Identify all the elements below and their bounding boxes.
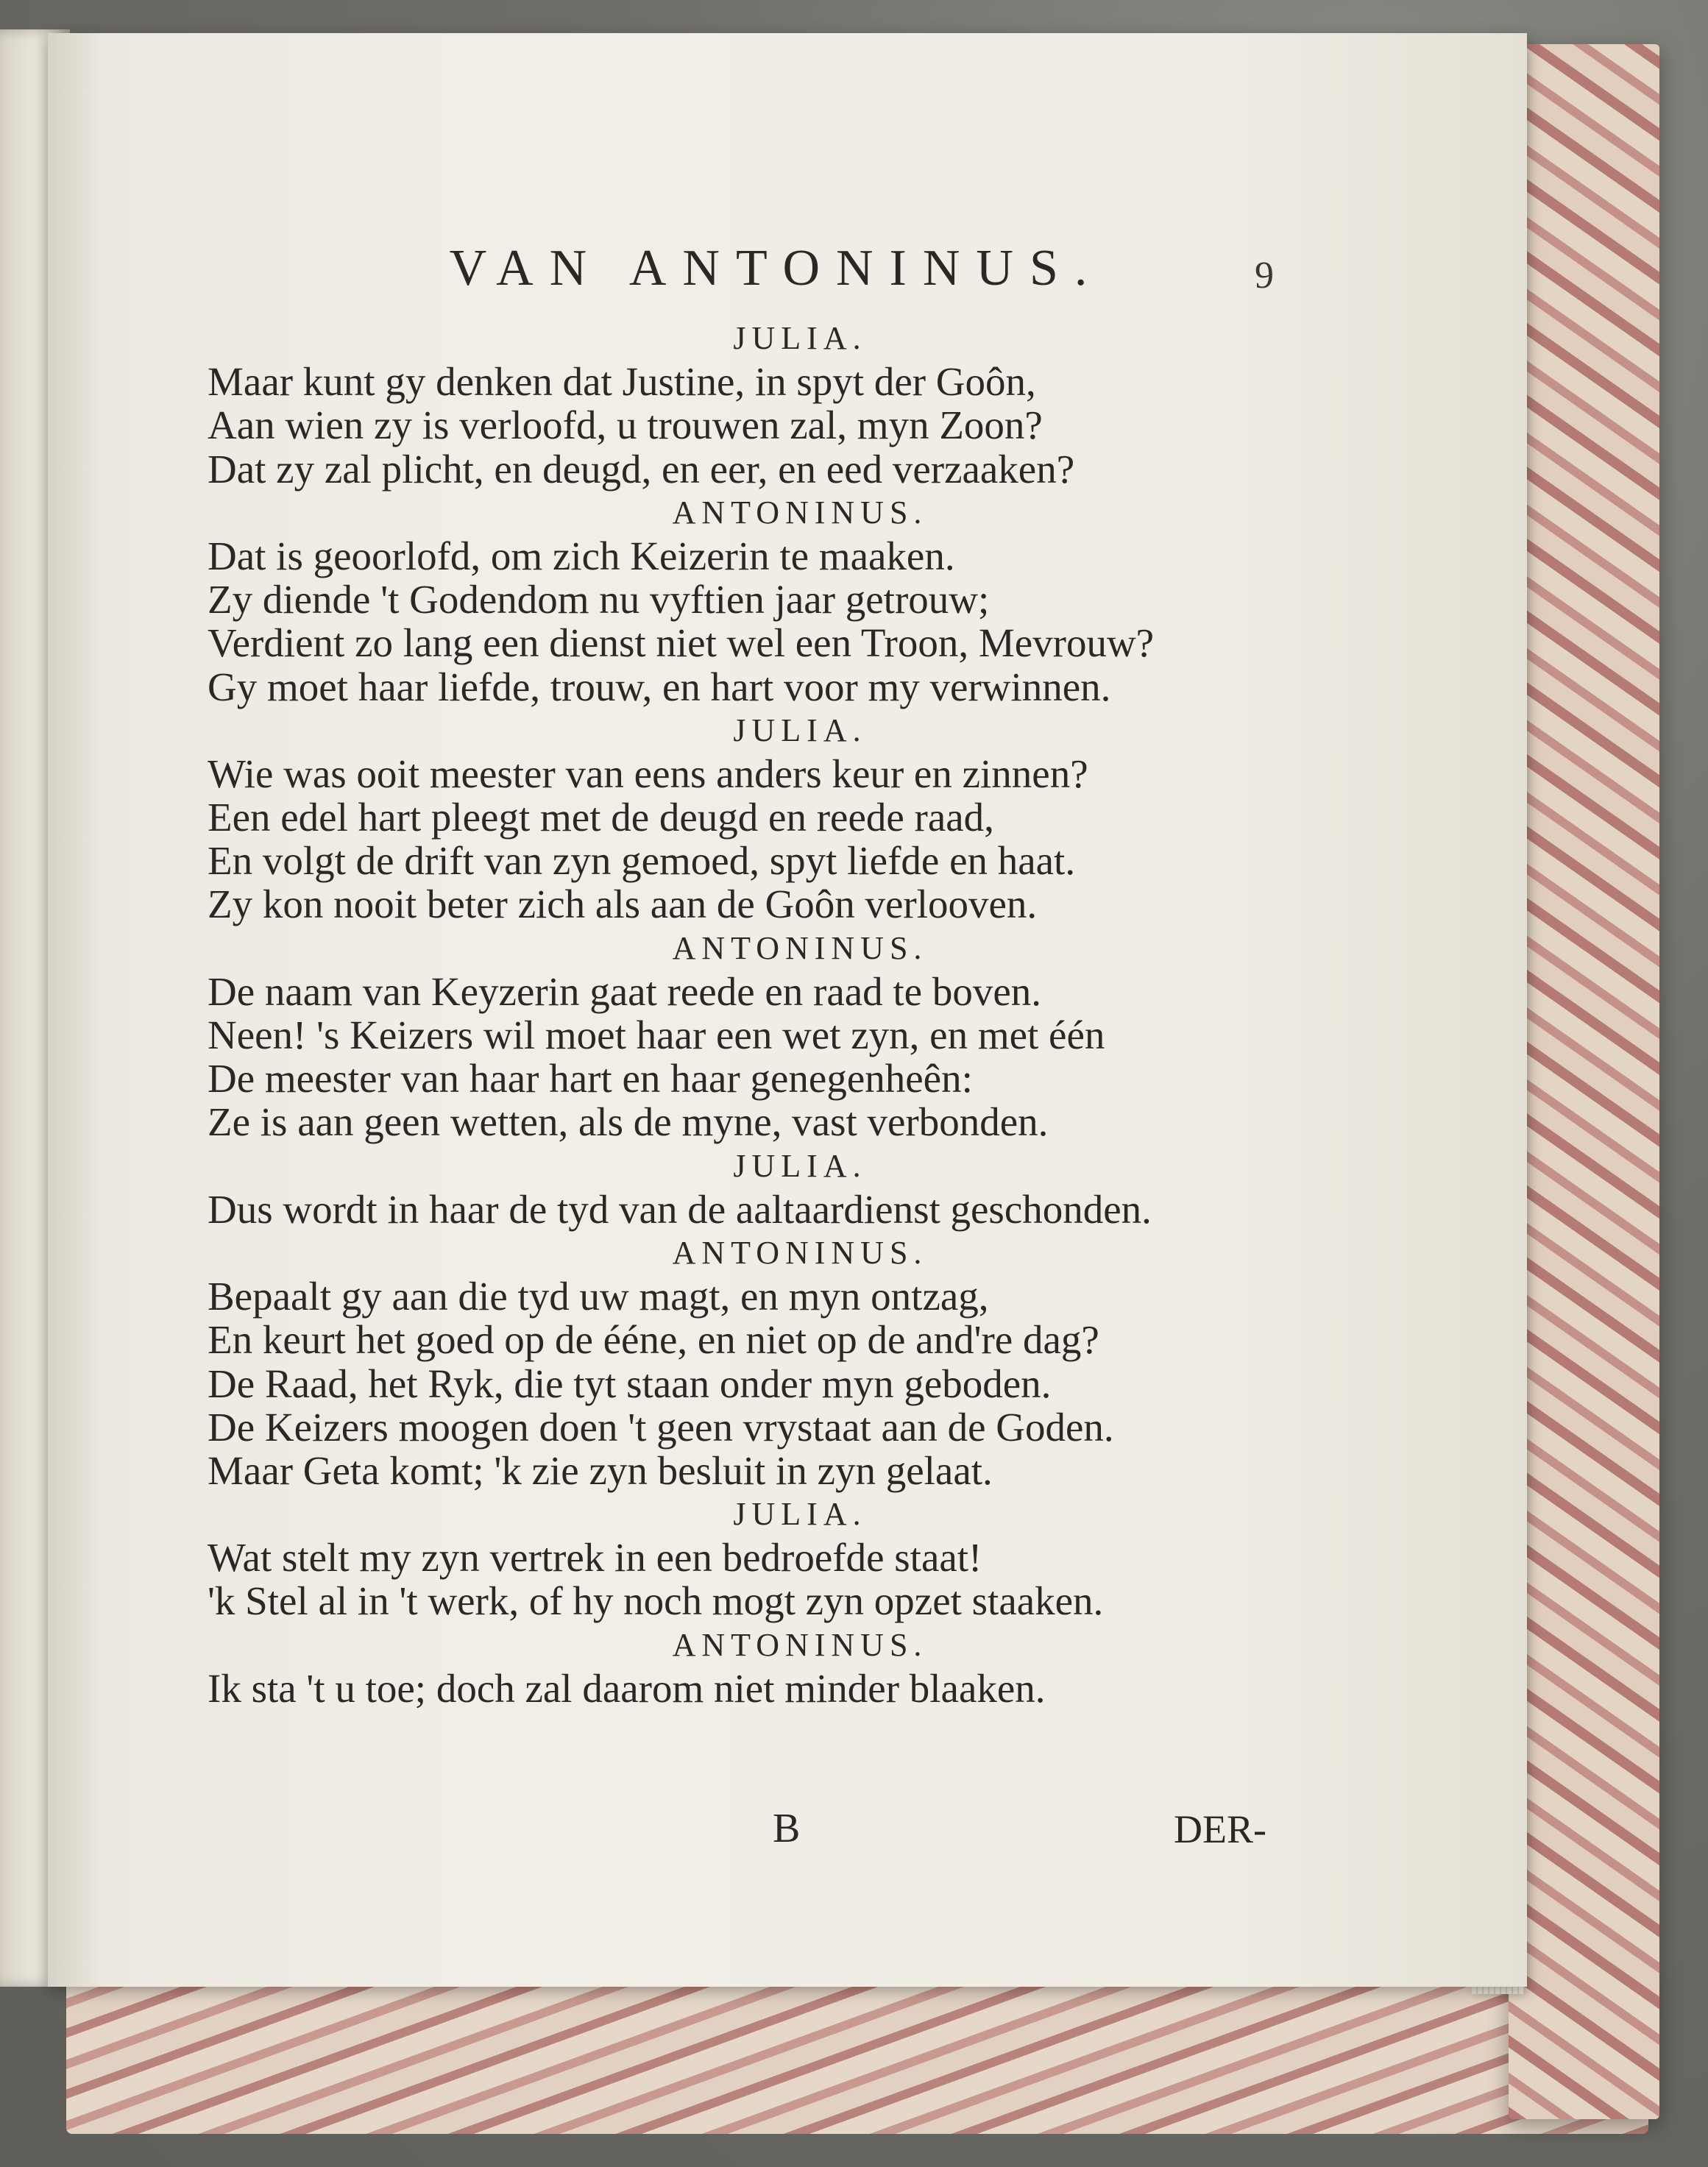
verse-line: Verdient zo lang een dienst niet wel een Troon, Mevrouw? (208, 620, 1155, 666)
verse-line: Zy kon nooit beter zich als aan de Goôn verlooven. (208, 882, 1038, 927)
speaker-name: JULIA. (733, 712, 867, 748)
speaker-name: JULIA. (733, 320, 867, 356)
verse-line: En volgt de drift van zyn gemoed, spyt liefde en haat. (208, 838, 1076, 884)
speaker-name: ANTONINUS. (672, 494, 928, 531)
verse-line: Dat is geoorlofd, om zich Keizerin te maaken. (208, 533, 955, 578)
verse-line: Een edel hart pleegt met de deugd en reede raad, (208, 795, 994, 840)
speaker-name: ANTONINUS. (672, 929, 928, 966)
speaker-name: JULIA. (733, 1147, 867, 1184)
verse-line: Maar Geta komt; 'k zie zyn besluit in zyn gelaat. (208, 1447, 993, 1493)
verse-line: 'k Stel al in 't werk, of hy noch mogt zyn opzet staaken. (208, 1578, 1104, 1624)
verse-line: Ze is aan geen wetten, als de myne, vast verbonden. (208, 1099, 1049, 1145)
verse-line: De Keizers moogen doen 't geen vrystaat aan de Goden. (208, 1404, 1114, 1450)
verse-line: Neen! 's Keizers wil moet haar een wet zyn, en met één (208, 1012, 1105, 1057)
verse-line: De Raad, het Ryk, die tyt staan onder myn geboden. (208, 1361, 1052, 1406)
verse-line: Gy moet haar liefde, trouw, en hart voor my verwinnen. (208, 664, 1111, 709)
verse-line: Ik sta 't u toe; doch zal daarom niet minder blaaken. (208, 1665, 1046, 1711)
verse-line: Bepaalt gy aan die tyd uw magt, en myn ontzag, (208, 1274, 989, 1319)
verse-line: En keurt het goed op de ééne, en niet op de and're dag? (208, 1317, 1099, 1363)
marbled-cover-bottom (66, 1987, 1648, 2134)
speaker-name: JULIA. (733, 1496, 867, 1533)
verse-line: Zy diende 't Godendom nu vyftien jaar getrouw; (208, 577, 990, 623)
book-page (48, 33, 1527, 1987)
verse-line: Maar kunt gy denken dat Justine, in spyt der Goôn, (208, 359, 1036, 405)
running-head: VAN ANTONINUS. (449, 240, 1104, 297)
verse-line: Aan wien zy is verloofd, u trouwen zal, myn Zoon? (208, 402, 1043, 448)
speaker-name: ANTONINUS. (672, 1626, 928, 1663)
verse-line: De naam van Keyzerin gaat reede en raad te boven. (208, 968, 1042, 1014)
verse-line: De meester van haar hart en haar genegenheên: (208, 1056, 973, 1102)
verse-line: Wie was ooit meester van eens anders keur en zinnen? (208, 751, 1088, 796)
verse-line: Dat zy zal plicht, en deugd, en eer, en eed verzaaken? (208, 446, 1075, 492)
marbled-cover-right (1509, 44, 1659, 2119)
catchword: DER- (1174, 1807, 1266, 1851)
verse-line: Dus wordt in haar de tyd van de aaltaardienst geschonden. (208, 1186, 1152, 1232)
page-number: 9 (1255, 255, 1274, 297)
verse-line: Wat stelt my zyn vertrek in een bedroefde staat! (208, 1535, 982, 1581)
play-text (208, 316, 1311, 1710)
signature-mark: B (773, 1806, 801, 1851)
speaker-name: ANTONINUS. (672, 1234, 928, 1271)
